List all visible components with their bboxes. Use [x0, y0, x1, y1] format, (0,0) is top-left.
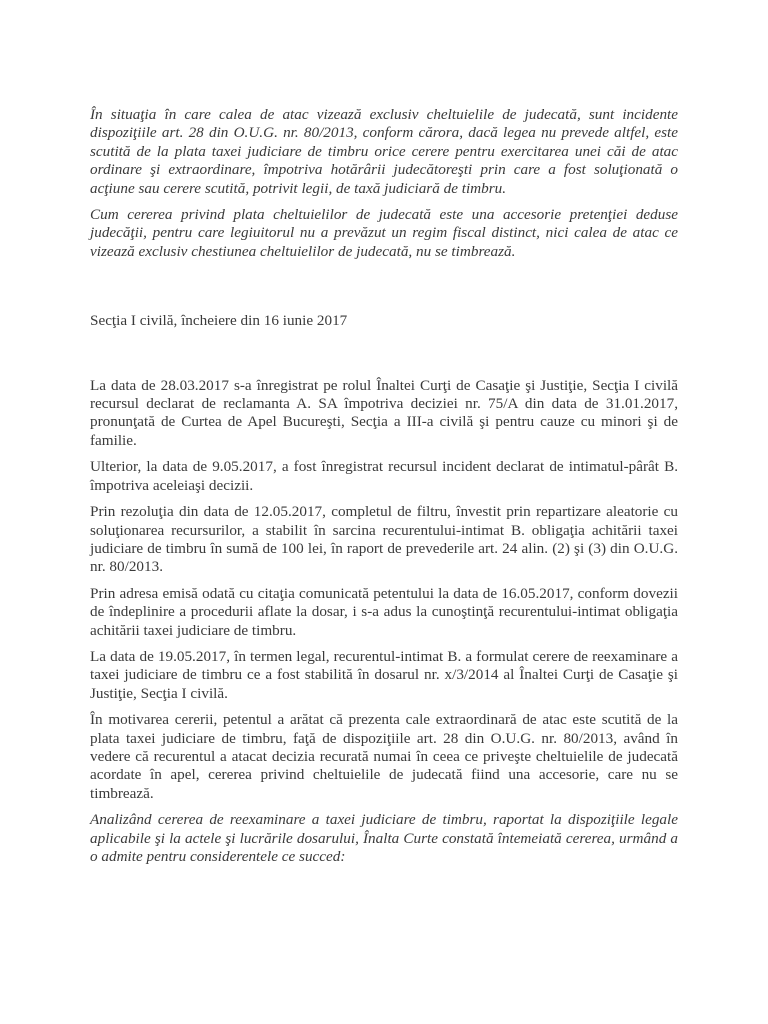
body-paragraph: Ulterior, la data de 9.05.2017, a fost înregistrat recursul incident declarat de intimatul-pârât B. împotriva aceleiaşi decizii. [90, 458, 678, 494]
body-paragraph: La data de 28.03.2017 s-a înregistrat pe rolul Înaltei Curţi de Casaţie şi Justiţie, Secţia I civilă recursul declarat de reclamanta A. SA împotriva deciziei nr. 75/A din data de 31.01.2017, pronunţată de Curtea de Apel Bucureşti, Secţia a III-a civilă şi pentru cauze cu minori şi de familie. [90, 376, 678, 449]
document-page [90, 106, 678, 866]
body-paragraph: La data de 19.05.2017, în termen legal, recurentul-intimat B. a formulat cerere de reexaminare a taxei judiciare de timbru ce a fost stabilită în dosarul nr. x/3/2014 al Înaltei Curţi de Casaţie şi Justiţie, Secţia I civilă. [90, 647, 678, 702]
intro-paragraph: Cum cererea privind plata cheltuielilor de judecată este una accesorie pretenţiei deduse judecăţii, pentru care legiuitorul nu a prevăzut un regim fiscal distinct, nici calea de atac ce vizează exclusiv chestiunea cheltuielilor de judecată, nu se timbrează. [90, 206, 678, 260]
body-paragraph: Prin rezoluţia din data de 12.05.2017, completul de filtru, învestit prin repartizare aleatorie cu soluţionarea recursurilor, a stabilit în sarcina recurentului-intimat B. obligaţia achitării taxei judiciare de timbru în sumă de 100 lei, în raport de prevederile art. 24 alin. (2) şi (3) din O.U.G. nr. 80/2013. [90, 503, 678, 576]
body-paragraph: În motivarea cererii, petentul a arătat că prezenta cale extraordinară de atac este scutită de la plata taxei judiciare de timbru, faţă de dispoziţiile art. 28 din O.U.G. nr. 80/2013, având în vedere că recurentul a atacat decizia recurată numai în ceea ce priveşte cheltuielile de judecată acordate în apel, cererea privind cheltuielile de judecată fiind una accesorie, care nu se timbrează. [90, 711, 678, 802]
intro-paragraph: În situaţia în care calea de atac vizează exclusiv cheltuielile de judecată, sunt incidente dispoziţiile art. 28 din O.U.G. nr. 80/2013, conform cărora, dacă legea nu prevede altfel, este scutită de la plata taxei judiciare de timbru orice cerere pentru exercitarea unei căi de atac ordinare şi extraordinare, împotriva hotărârii judecătoreşti prin care a fost soluţionată o acţiune sau cerere scutită, potrivit legii, de taxă judiciară de timbru. [90, 106, 678, 197]
section-heading: Secţia I civilă, încheiere din 16 iunie 2017 [90, 312, 348, 330]
closing-paragraph: Analizând cererea de reexaminare a taxei judiciare de timbru, raportat la dispoziţiile legale aplicabile şi la actele şi lucrările dosarului, Înalta Curte constată întemeiată cererea, urmând a o admite pentru considerentele ce succed: [90, 811, 678, 865]
body-paragraph: Prin adresa emisă odată cu citaţia comunicată petentului la data de 16.05.2017, conform dovezii de îndeplinire a procedurii aflate la dosar, i s-a adus la cunoştinţă recurentului-intimat obligaţia achitării taxei judiciare de timbru. [90, 584, 678, 639]
